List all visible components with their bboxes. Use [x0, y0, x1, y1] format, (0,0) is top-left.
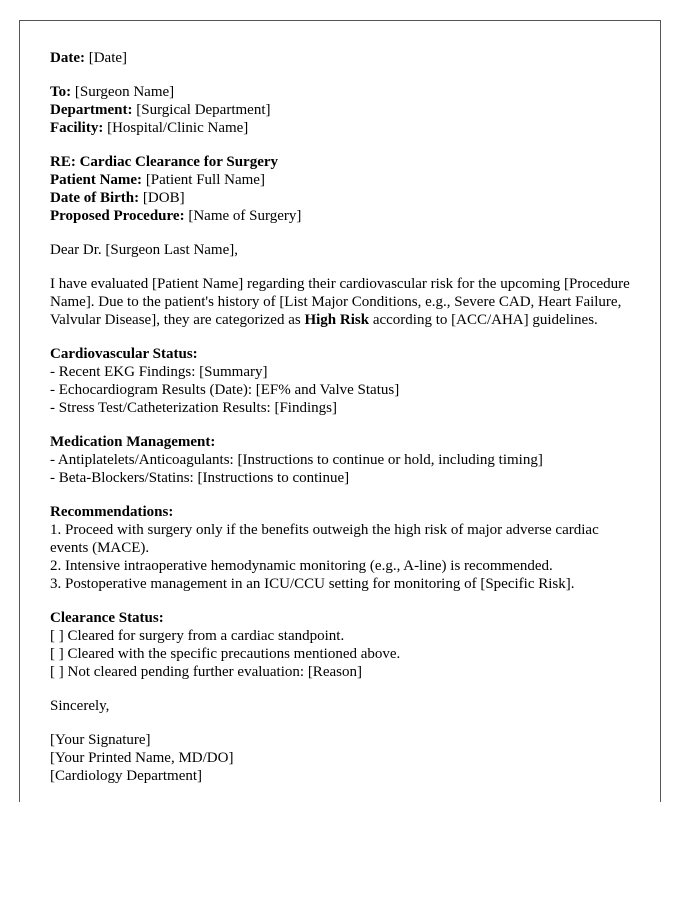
list-item: - Recent EKG Findings: [Summary] [50, 364, 268, 380]
department-value: [Surgical Department] [132, 102, 271, 118]
clearance-option: [ ] Cleared with the specific precautions mentioned above. [50, 646, 401, 662]
salutation: Dear Dr. [Surgeon Last Name], [50, 242, 238, 258]
date-label: Date: [50, 50, 85, 66]
to-value: [Surgeon Name] [71, 84, 175, 100]
department-line [50, 101, 640, 119]
list-item: - Beta-Blockers/Statins: [Instructions to continue] [50, 470, 350, 486]
to-line [50, 83, 640, 101]
procedure-line [50, 207, 640, 225]
dob-value: [DOB] [139, 190, 185, 206]
subject-line: RE: Cardiac Clearance for Surgery [50, 154, 279, 170]
list-item: - Stress Test/Catheterization Results: [Findings] [50, 400, 337, 416]
cardiovascular-status-heading: Cardiovascular Status: [50, 346, 198, 362]
dob-label: Date of Birth: [50, 190, 140, 206]
clearance-option: [ ] Not cleared pending further evaluation: [Reason] [50, 664, 362, 680]
letter-body [50, 49, 640, 801]
medication-management-heading: Medication Management: [50, 434, 216, 450]
date-block [50, 49, 640, 67]
date-line [50, 49, 640, 67]
intro-paragraph [50, 275, 640, 329]
facility-value: [Hospital/Clinic Name] [103, 120, 249, 136]
list-item: 2. Intensive intraoperative hemodynamic monitoring (e.g., A-line) is recommended. [50, 558, 553, 574]
closing: Sincerely, [50, 698, 110, 714]
intro-part1: I have evaluated [Patient Name] regarding their cardiovascular risk for the upcoming [Procedure Name]. Due to the patient's history of [List Major Conditions, e.g., Severe CAD, Heart Failure, Valvular Disease], they are categorized as [50, 276, 630, 328]
recommendations-heading: Recommendations: [50, 504, 174, 520]
date-value: [Date] [84, 50, 128, 66]
closing-block [50, 697, 640, 715]
recommendations-section [50, 503, 640, 593]
procedure-label: Proposed Procedure: [50, 208, 185, 224]
clearance-status-section [50, 609, 640, 681]
recipient-block [50, 83, 640, 137]
intro-text [50, 275, 640, 329]
department-label: Department: [50, 102, 133, 118]
signature-department-line: [Cardiology Department] [50, 768, 203, 784]
list-item: - Echocardiogram Results (Date): [EF% and Valve Status] [50, 382, 400, 398]
patient-name-label: Patient Name: [50, 172, 143, 188]
facility-label: Facility: [50, 120, 104, 136]
patient-name-value: [Patient Full Name] [142, 172, 265, 188]
intro-part2: according to [ACC/AHA] guidelines. [369, 312, 598, 328]
clearance-option: [ ] Cleared for surgery from a cardiac standpoint. [50, 628, 345, 644]
clearance-status-heading: Clearance Status: [50, 610, 164, 626]
facility-line [50, 119, 640, 137]
list-item: - Antiplatelets/Anticoagulants: [Instructions to continue or hold, including timing] [50, 452, 543, 468]
list-item: 3. Postoperative management in an ICU/CCU setting for monitoring of [Specific Risk]. [50, 576, 575, 592]
signature-line: [Your Signature] [50, 732, 151, 748]
procedure-value: [Name of Surgery] [184, 208, 302, 224]
to-label: To: [50, 84, 72, 100]
list-item: 1. Proceed with surgery only if the benefits outweigh the high risk of major adverse cardiac events (MACE). [50, 522, 599, 556]
intro-risk-emphasis: High Risk [304, 312, 370, 328]
dob-line [50, 189, 640, 207]
subject-block [50, 153, 640, 225]
salutation-block [50, 241, 640, 259]
signature-block [50, 731, 640, 785]
patient-name-line [50, 171, 640, 189]
letter-page [19, 20, 661, 802]
cardiovascular-status-section [50, 345, 640, 417]
medication-management-section [50, 433, 640, 487]
printed-name-line: [Your Printed Name, MD/DO] [50, 750, 234, 766]
